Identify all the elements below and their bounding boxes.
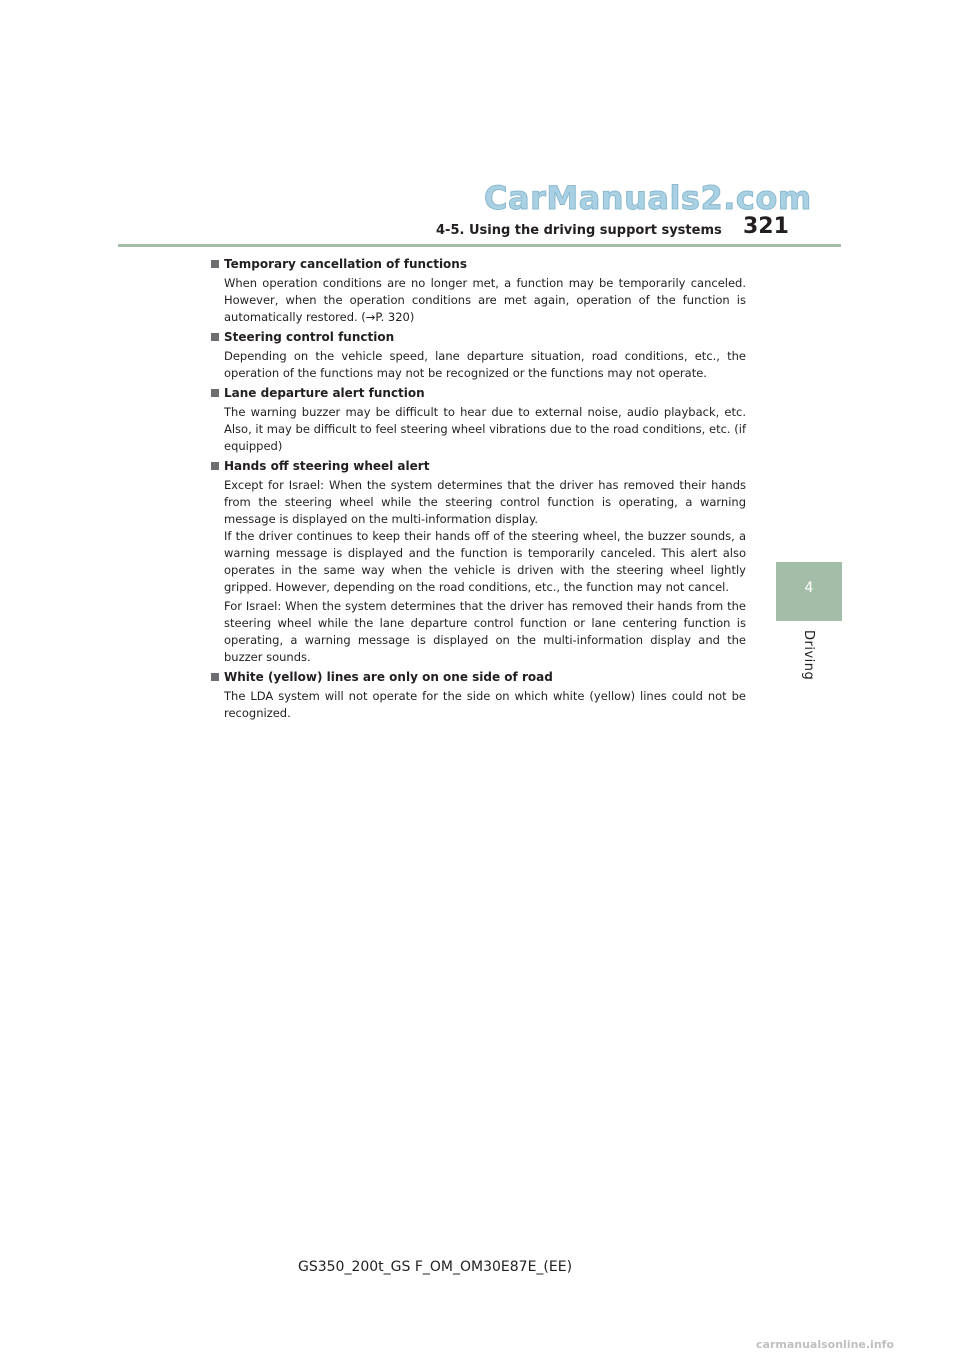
page-number: 321: [743, 214, 789, 239]
header-rule: [118, 244, 841, 247]
section-white-yellow-lines: [211, 669, 746, 722]
chapter-number: 4: [804, 580, 814, 596]
paragraph: The warning buzzer may be difficult to hear due to external noise, audio playback, etc. Also, it may be difficult to feel steering wheel vibrations due to the road conditions, etc. (if equipped): [224, 405, 746, 453]
header-watermark: CarManuals2.com: [484, 179, 812, 217]
section-title: [211, 329, 746, 346]
section-title-text: Lane departure alert function: [224, 386, 425, 400]
paragraph: For Israel: When the system determines that the driver has removed their hands from the steering wheel while the lane departure control function or lane centering function is operating, a warning message is displayed on the multi-information display and the buzzer sounds.: [224, 599, 746, 664]
section-title-text: Temporary cancellation of functions: [224, 257, 467, 271]
square-bullet-icon: [211, 389, 219, 397]
paragraph: Depending on the vehicle speed, lane departure situation, road conditions, etc., the operation of the functions may not be recognized or the functions may not operate.: [224, 349, 746, 380]
content: [211, 256, 746, 724]
section-temporary-cancellation: [211, 256, 746, 326]
paragraph: If the driver continues to keep their hands off of the steering wheel, the buzzer sounds, a warning message is displayed and the function is temporarily canceled. This alert also operates in the same way when the vehicle is driven with the steering wheel lightly gripped. However, depending on the road conditions, etc., the function may not cancel.: [224, 529, 746, 594]
footer-watermark: carmanualsonline.info: [756, 1338, 894, 1351]
chapter-tab: [776, 562, 842, 621]
section-hands-off-alert: [211, 458, 746, 666]
section-lane-departure-alert: [211, 385, 746, 455]
footer-code: GS350_200t_GS F_OM_OM30E87E_(EE): [298, 1259, 573, 1275]
section-title: [211, 256, 746, 273]
section-title-text: Steering control function: [224, 330, 395, 344]
square-bullet-icon: [211, 260, 219, 268]
section-title: [211, 458, 746, 475]
section-steering-control: [211, 329, 746, 382]
section-title-text: Hands off steering wheel alert: [224, 459, 430, 473]
section-title-text: White (yellow) lines are only on one side of road: [224, 670, 553, 684]
paragraph: The LDA system will not operate for the side on which white (yellow) lines could not be recognized.: [224, 689, 746, 720]
square-bullet-icon: [211, 673, 219, 681]
paragraph: When operation conditions are no longer met, a function may be temporarily canceled. However, when the operation conditions are met again, operation of the function is automatically restored. (→P. 320): [224, 276, 746, 324]
square-bullet-icon: [211, 333, 219, 341]
header-section-title: 4-5. Using the driving support systems: [436, 223, 722, 238]
chapter-label: Driving: [801, 630, 816, 681]
section-title: [211, 669, 746, 686]
paragraph: Except for Israel: When the system determines that the driver has removed their hands from the steering wheel while the steering control function is operating, a warning message is displayed on the multi-information display.: [224, 478, 746, 526]
section-title: [211, 385, 746, 402]
square-bullet-icon: [211, 462, 219, 470]
